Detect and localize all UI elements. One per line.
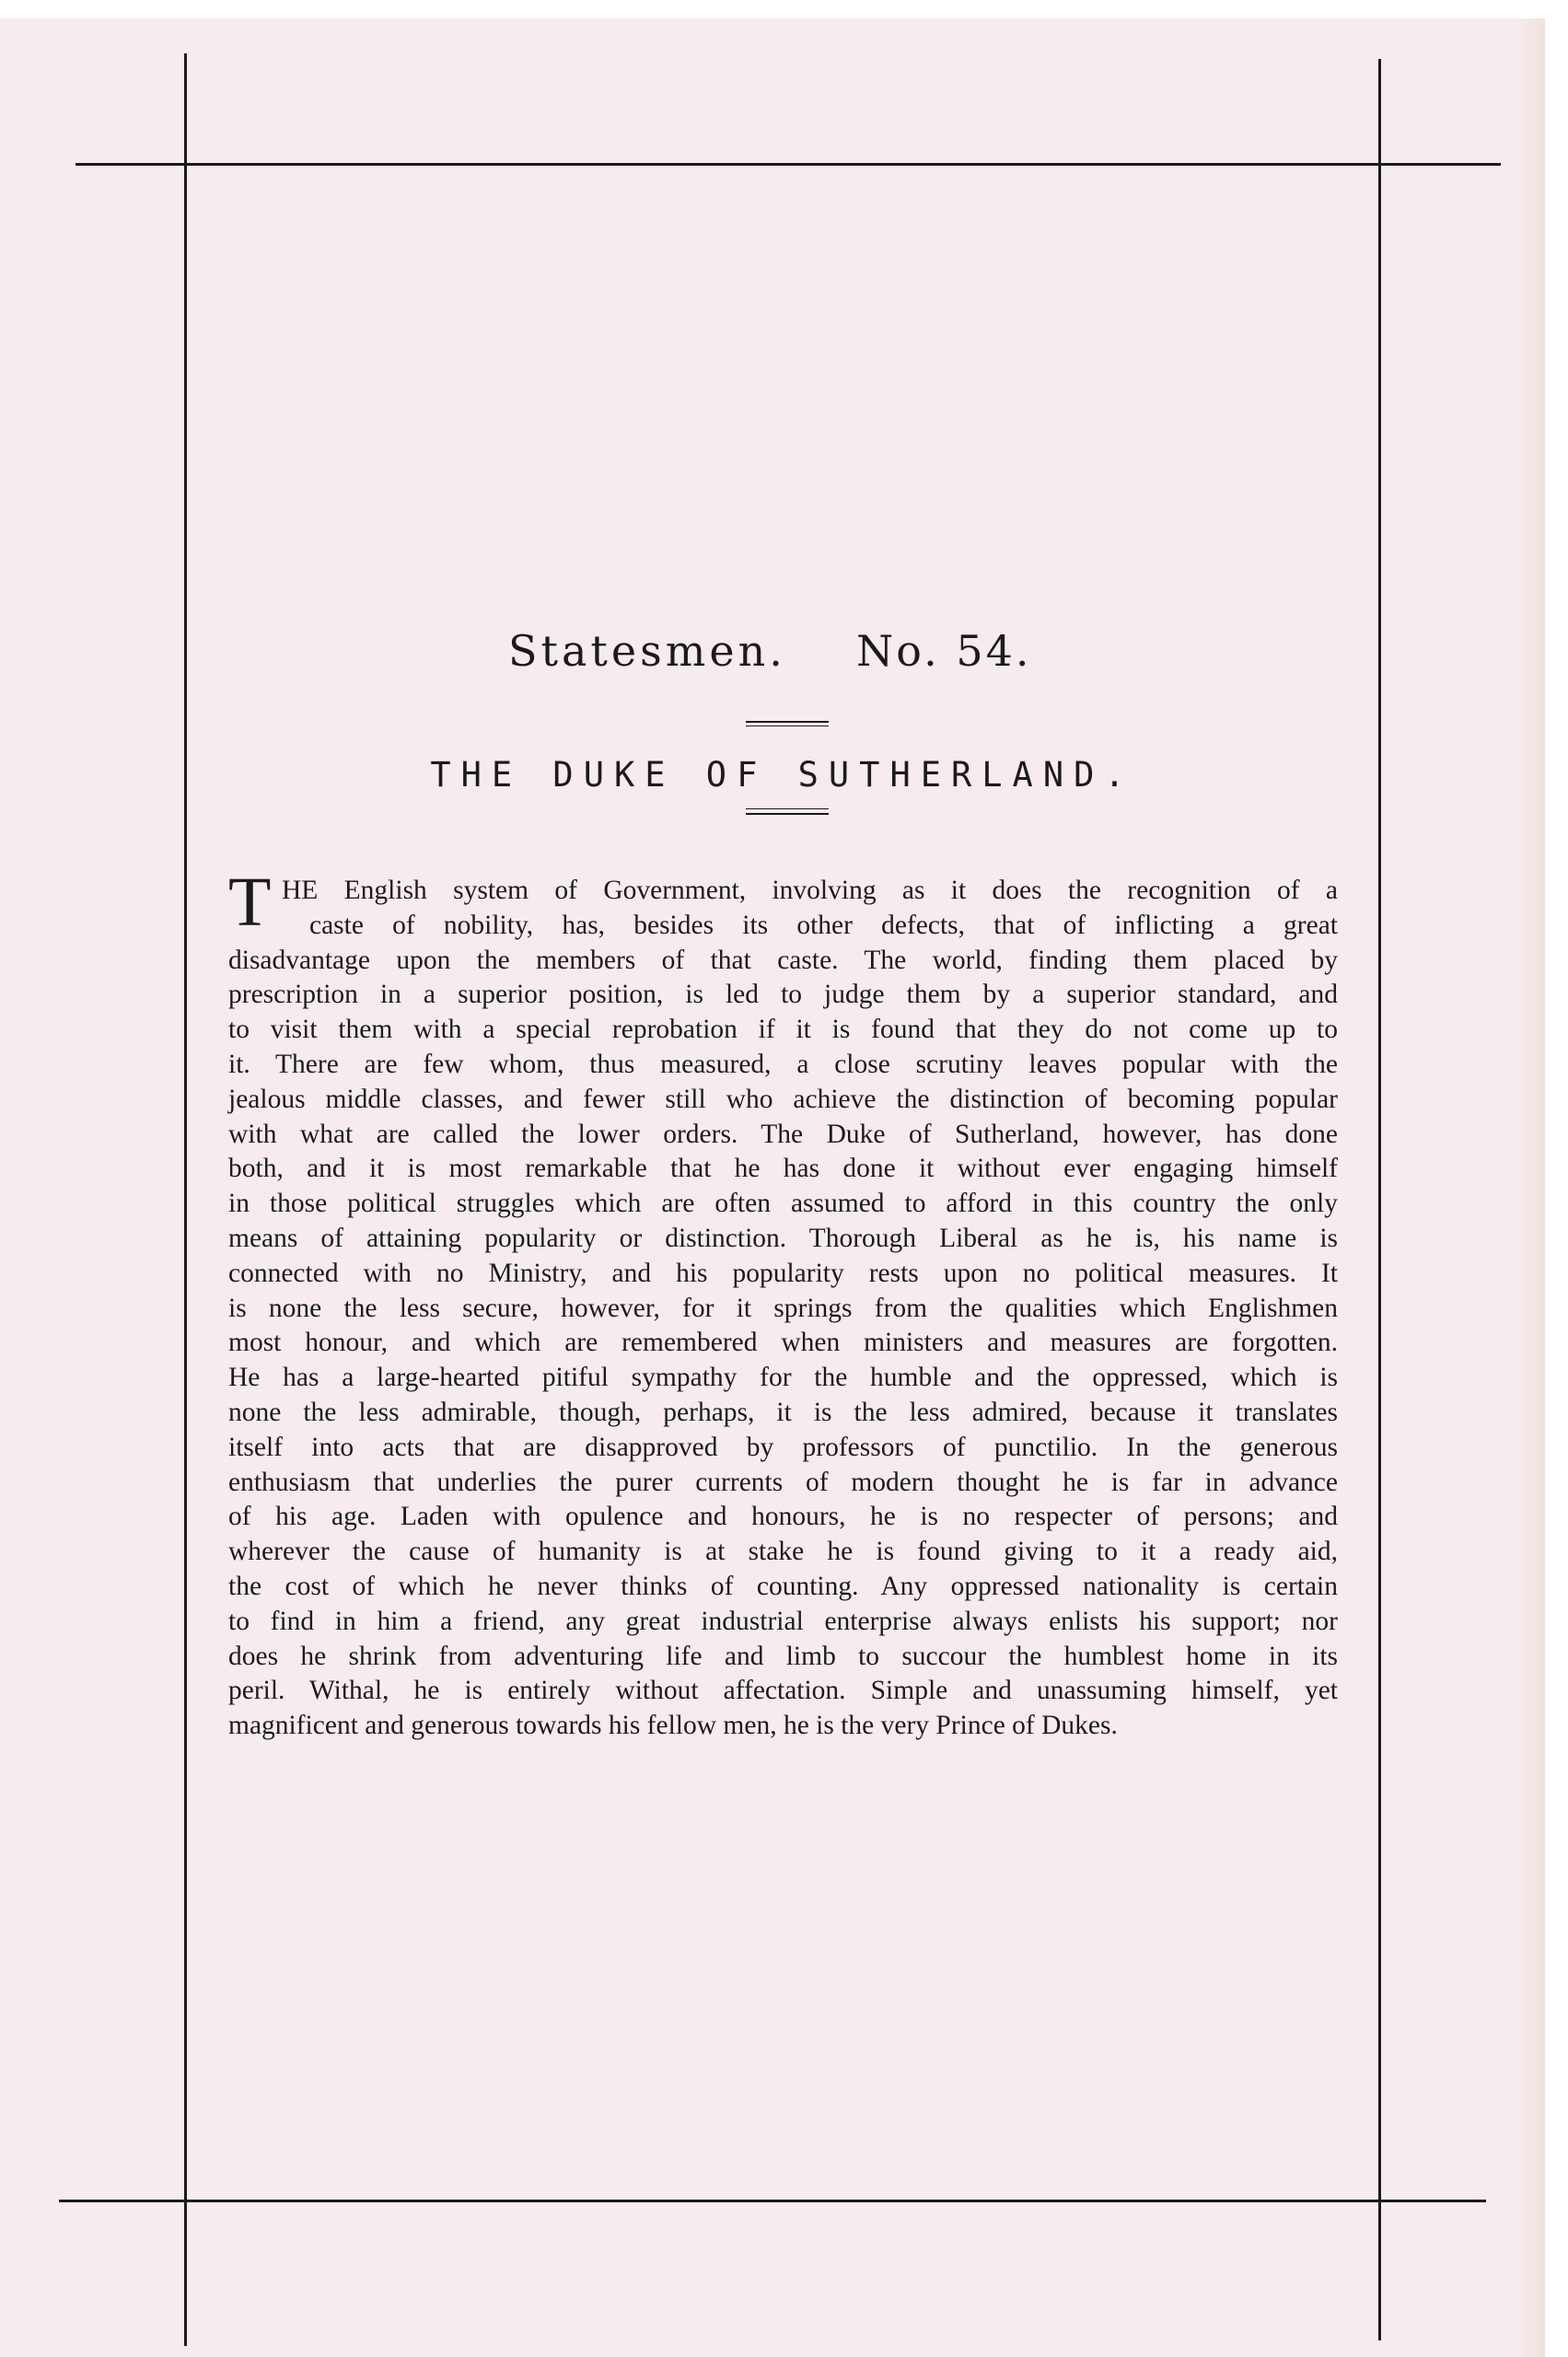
series-number: No. 54. xyxy=(856,626,1032,676)
body-line: jealous middle classes, and fewer still who achieve the distinction of becoming popular xyxy=(228,1084,1338,1114)
body-line: does he shrink from adventuring life and limb to succour the humblest home in its xyxy=(228,1641,1338,1671)
body-line: is none the less secure, however, for it springs from the qualities which Englishmen xyxy=(228,1293,1338,1323)
body-line: it. There are few whom, thus measured, a close scrutiny leaves popular with the xyxy=(228,1049,1338,1079)
body-line: none the less admirable, though, perhaps, it is the less admired, because it translates xyxy=(228,1397,1338,1427)
body-line: caste of nobility, has, besides its other defects, that of inflicting a great xyxy=(309,910,1338,940)
body-line: enthusiasm that underlies the purer currents of modern thought he is far in advance xyxy=(228,1467,1338,1497)
body-line: peril. Withal, he is entirely without affectation. Simple and unassuming himself, yet xyxy=(228,1676,1338,1706)
heading-row xyxy=(230,608,1335,718)
drop-cap: T xyxy=(228,864,272,941)
body-line: itself into acts that are disapproved by professors of punctilio. In the generous xyxy=(228,1432,1338,1462)
frame-left-rule xyxy=(184,53,187,2346)
body-line: to visit them with a special reprobation if it is found that they do not come up to xyxy=(228,1015,1338,1045)
divider-upper-thick xyxy=(746,721,829,723)
body-line: HE English system of Government, involving as it does the recognition of a xyxy=(282,876,1338,905)
body-line: to find in him a friend, any great industrial enterprise always enlists his support; nor xyxy=(228,1606,1338,1636)
body-line: wherever the cause of humanity is at stake he is found giving to it a ready aid, xyxy=(228,1537,1338,1567)
body-line: the cost of which he never thinks of counting. Any oppressed nationality is certain xyxy=(228,1571,1338,1601)
body-line: connected with no Ministry, and his popularity rests upon no political measures. It xyxy=(228,1258,1338,1288)
series-title: Statesmen. xyxy=(508,626,786,676)
page-edge-stain xyxy=(1517,18,1545,2357)
body-line: with what are called the lower orders. The Duke of Sutherland, however, has done xyxy=(228,1119,1338,1149)
body-line: prescription in a superior position, is led to judge them by a superior standard, and xyxy=(228,980,1338,1010)
page-sheet xyxy=(0,18,1545,2357)
body-line: in those political struggles which are often assumed to afford in this country the only xyxy=(228,1189,1338,1219)
article-body xyxy=(228,874,1338,1744)
body-line: magnificent and generous towards his fellow men, he is the very Prince of Dukes. xyxy=(228,1711,1118,1741)
frame-top-rule xyxy=(75,163,1501,166)
article-subject: THE DUKE OF SUTHERLAND. xyxy=(430,755,1135,795)
divider-lower-thick xyxy=(746,813,829,815)
divider-lower-thin xyxy=(746,808,829,809)
body-line: most honour, and which are remembered when ministers and measures are forgotten. xyxy=(228,1328,1338,1358)
frame-right-rule xyxy=(1378,59,1381,2340)
body-line: both, and it is most remarkable that he has done it without ever engaging himself xyxy=(228,1154,1338,1184)
body-line: disadvantage upon the members of that caste. The world, finding them placed by xyxy=(228,945,1338,975)
frame-bottom-rule xyxy=(59,2200,1486,2202)
body-line: means of attaining popularity or distinction. Thorough Liberal as he is, his name is xyxy=(228,1223,1338,1253)
body-line: of his age. Laden with opulence and honours, he is no respecter of persons; and xyxy=(228,1502,1338,1532)
body-line: He has a large-hearted pitiful sympathy for the humble and the oppressed, which is xyxy=(228,1363,1338,1393)
